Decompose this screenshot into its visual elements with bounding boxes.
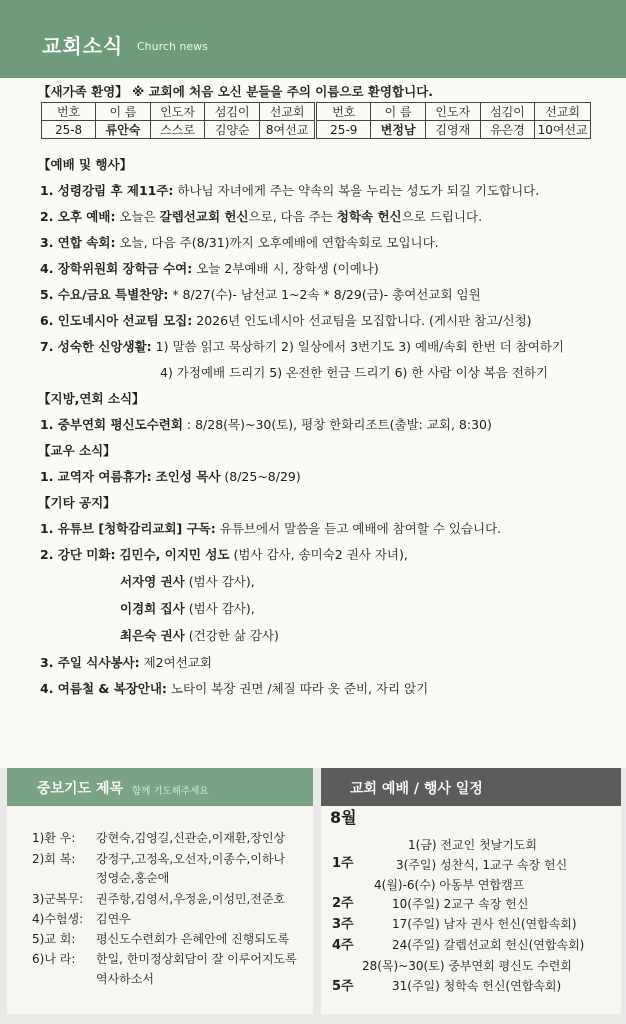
week-label: 5주 <box>332 979 354 994</box>
event-text: 전교인 첫날기도회 <box>440 838 537 852</box>
header-cell: 인도자 <box>426 103 481 121</box>
list-item <box>40 653 212 671</box>
list-item <box>40 259 379 277</box>
list-item <box>40 415 492 433</box>
item-label: 3. 주일 식사봉사: <box>40 655 140 670</box>
section-heading: 【예배 및 행사】 <box>38 157 133 172</box>
week-label: 4주 <box>332 938 354 953</box>
table-cell: 김영재 <box>426 121 481 139</box>
item-label: 1. 중부연회 평신도수련회 <box>40 417 183 432</box>
list-item <box>40 311 532 329</box>
prayer-label: 1)환 우: <box>32 831 76 845</box>
table-cell: 8여선교 <box>260 121 316 139</box>
event-text: 청학속 헌신(연합속회) <box>443 979 562 993</box>
prayer-label: 4)수험생: <box>32 912 84 926</box>
prayer-item <box>32 910 131 927</box>
table-cell: 스스로 <box>150 121 205 139</box>
event-text: 남자 권사 헌신(연합속회) <box>443 917 577 931</box>
header-cell: 번호 <box>42 103 96 121</box>
prayer-title: 중보기도 제목 <box>37 781 124 797</box>
prayer-item-continued: 역사하소서 <box>96 972 154 986</box>
item-text: 1) 말씀 읽고 묵상하기 2) 일상에서 3번기도 3) 예배/속회 한번 더 참여하기 <box>155 339 564 354</box>
page-subtitle: Church news <box>137 40 208 53</box>
list-item <box>40 285 481 303</box>
schedule-event <box>392 915 577 932</box>
header-cell: 선교회 <box>535 103 591 121</box>
item-label: 2. 오후 예배: <box>40 209 116 224</box>
list-item <box>40 337 564 355</box>
item-text: 유튜브에서 말씀을 듣고 예배에 참여할 수 있습니다. <box>219 521 502 536</box>
item-text: (범사 감사), <box>188 601 255 616</box>
header-cell: 번호 <box>316 103 371 121</box>
list-item <box>40 233 439 251</box>
section-heading: 【기타 공지】 <box>38 495 116 510</box>
prayer-subtitle: 함께 기도해주세요 <box>132 786 209 797</box>
item-text: 오늘은 <box>119 209 156 224</box>
schedule-event <box>408 836 537 853</box>
prayer-item-continued: 정영순,홍순애 <box>96 871 170 885</box>
table-cell: 김양순 <box>205 121 260 139</box>
item-label: 2. 강단 미화: <box>40 547 116 562</box>
week-label: 1주 <box>332 856 354 871</box>
table-header-row <box>42 103 591 121</box>
event-text: 성찬식, 1교구 속장 헌신 <box>440 858 568 872</box>
event-date: 28(목)~30(토) <box>362 959 445 973</box>
item-label: 1. 교역자 여름휴가: <box>40 469 152 484</box>
event-date: 4(월)-6(수) <box>374 878 436 892</box>
schedule-event <box>374 876 524 893</box>
welcome-line <box>38 82 433 100</box>
table-row <box>42 121 591 139</box>
item-text: (8/25~8/29) <box>224 469 301 484</box>
event-text: 아동부 연합캠프 <box>439 878 525 892</box>
week-label: 2주 <box>332 896 354 911</box>
item-text: 오늘 2부예배 시, 장학생 (이예나) <box>196 261 379 276</box>
item-text: 노타이 복장 권면 /체질 따라 옷 준비, 자리 앉기 <box>170 681 429 696</box>
item-bold: 서자영 권사 <box>120 574 185 589</box>
event-date: 3(주일) <box>396 858 437 872</box>
section-heading: 【지방,연회 소식】 <box>38 391 145 406</box>
prayer-label: 2)회 복: <box>32 852 76 866</box>
item-bold: 갈렙선교회 헌신 <box>159 209 249 224</box>
welcome-label: 【새가족 환영】 <box>38 84 128 99</box>
item-label: 7. 성숙한 신앙생활: <box>40 339 152 354</box>
prayer-item <box>32 850 285 867</box>
header-cell: 이 름 <box>96 103 151 121</box>
event-text: 2교구 속장 헌신 <box>443 897 529 911</box>
schedule-event <box>396 856 567 873</box>
item-label: 5. 수요/금요 특별찬양: <box>40 287 169 302</box>
item-text: 제2여선교회 <box>143 655 212 670</box>
item-bold: 김민수, 이지민 성도 <box>119 547 230 562</box>
item-text: (범사 감사, 송미숙2 권사 자녀), <box>233 547 408 562</box>
table-cell: 유은경 <box>480 121 535 139</box>
item-text: * 8/27(수)- 남선교 1~2속 * 8/29(금)- 총여선교회 임원 <box>172 287 481 302</box>
prayer-text: 김연우 <box>96 912 131 926</box>
event-text: 중부연회 평신도 수련회 <box>448 959 572 973</box>
item-text: 오늘, 다음 주(8/31)까지 오후예배에 연합속회로 모입니다. <box>119 235 439 250</box>
prayer-label: 5)교 회: <box>32 932 76 946</box>
item-text: 으로 드립니다. <box>401 209 483 224</box>
list-item-continued: 4) 가정예배 드리기 5) 온전한 헌금 드리기 6) 한 사람 이상 복음 전하기 <box>160 365 549 380</box>
prayer-text: 권주항,김영서,우정윤,이성민,전준호 <box>96 892 286 906</box>
item-text: (범사 감사), <box>188 574 255 589</box>
prayer-text: 강정구,고정옥,오선자,이종수,이하나 <box>96 852 286 866</box>
list-item <box>40 519 501 537</box>
table-cell: 변정남 <box>371 121 426 139</box>
item-text: : 8/28(목)~30(토), 평창 한화리조트(출발: 교회, 8:30) <box>186 417 492 432</box>
item-bold: 이경희 집사 <box>120 601 185 616</box>
header-cell: 이 름 <box>371 103 426 121</box>
item-bold: 청학속 헌신 <box>336 209 402 224</box>
list-item <box>40 207 482 225</box>
prayer-text: 강현숙,김영길,신관순,이재환,장인상 <box>96 831 286 845</box>
prayer-text: 한일, 한미정상회담이 잘 이루어지도록 <box>96 952 297 966</box>
header-cell: 선교회 <box>260 103 316 121</box>
header-cell: 인도자 <box>150 103 205 121</box>
item-text: 하나님 자녀에게 주는 약속의 복을 누리는 성도가 되길 기도합니다. <box>177 183 540 198</box>
list-item <box>40 467 301 485</box>
schedule-event <box>362 957 572 974</box>
item-label: 3. 연합 속회: <box>40 235 116 250</box>
list-item-continued <box>120 572 255 590</box>
table-cell: 류안숙 <box>96 121 151 139</box>
page-title: 교회소식 <box>42 34 124 58</box>
prayer-item <box>32 950 297 967</box>
schedule-event <box>392 895 528 912</box>
table-cell: 25-8 <box>42 121 96 139</box>
event-date: 10(주일) <box>392 897 440 911</box>
list-item <box>40 679 428 697</box>
schedule-month: 8월 <box>330 808 357 827</box>
prayer-item <box>32 829 285 846</box>
schedule-title: 교회 예배 / 행사 일정 <box>350 781 483 797</box>
section-heading: 【교우 소식】 <box>38 443 116 458</box>
list-item <box>40 545 408 563</box>
event-date: 17(주일) <box>392 917 440 931</box>
prayer-item <box>32 930 289 947</box>
item-label: 1. 성령강림 후 제11주: <box>40 183 174 198</box>
welcome-text: ※ 교회에 처음 오신 분들을 주의 이름으로 환영합니다. <box>132 84 434 99</box>
newcomer-table <box>41 102 591 139</box>
table-cell: 10여선교 <box>535 121 591 139</box>
item-bold: 조인성 목사 <box>155 469 221 484</box>
prayer-text: 평신도수련회가 은혜안에 진행되도록 <box>96 932 290 946</box>
table-cell: 25-9 <box>316 121 371 139</box>
item-text: (건강한 삶 감사) <box>188 628 279 643</box>
header-cell: 섬김이 <box>480 103 535 121</box>
prayer-item <box>32 890 285 907</box>
schedule-event <box>392 977 561 994</box>
prayer-label: 3)군복무: <box>32 892 84 906</box>
header-cell: 섬김이 <box>205 103 260 121</box>
item-label: 4. 여름철 & 복장안내: <box>40 681 167 696</box>
item-bold: 최은숙 권사 <box>120 628 185 643</box>
item-label: 4. 장학위원회 장학금 수여: <box>40 261 193 276</box>
event-date: 24(주일) <box>392 938 440 952</box>
event-date: 31(주일) <box>392 979 440 993</box>
list-item-continued <box>120 599 255 617</box>
week-label: 3주 <box>332 917 354 932</box>
item-label: 6. 인도네시아 선교팀 모집: <box>40 313 193 328</box>
item-label: 1. 유튜브 [청학감리교회] 구독: <box>40 521 216 536</box>
event-date: 1(금) <box>408 838 437 852</box>
schedule-event <box>392 936 584 953</box>
item-text: 으로, 다음 주는 <box>248 209 333 224</box>
event-text: 갈렙선교회 헌신(연합속회) <box>443 938 585 952</box>
prayer-label: 6)나 라: <box>32 952 76 966</box>
list-item-continued <box>120 626 279 644</box>
list-item <box>40 181 539 199</box>
item-text: 2026년 인도네시아 선교팀을 모집합니다. (게시판 참고/신청) <box>196 313 532 328</box>
